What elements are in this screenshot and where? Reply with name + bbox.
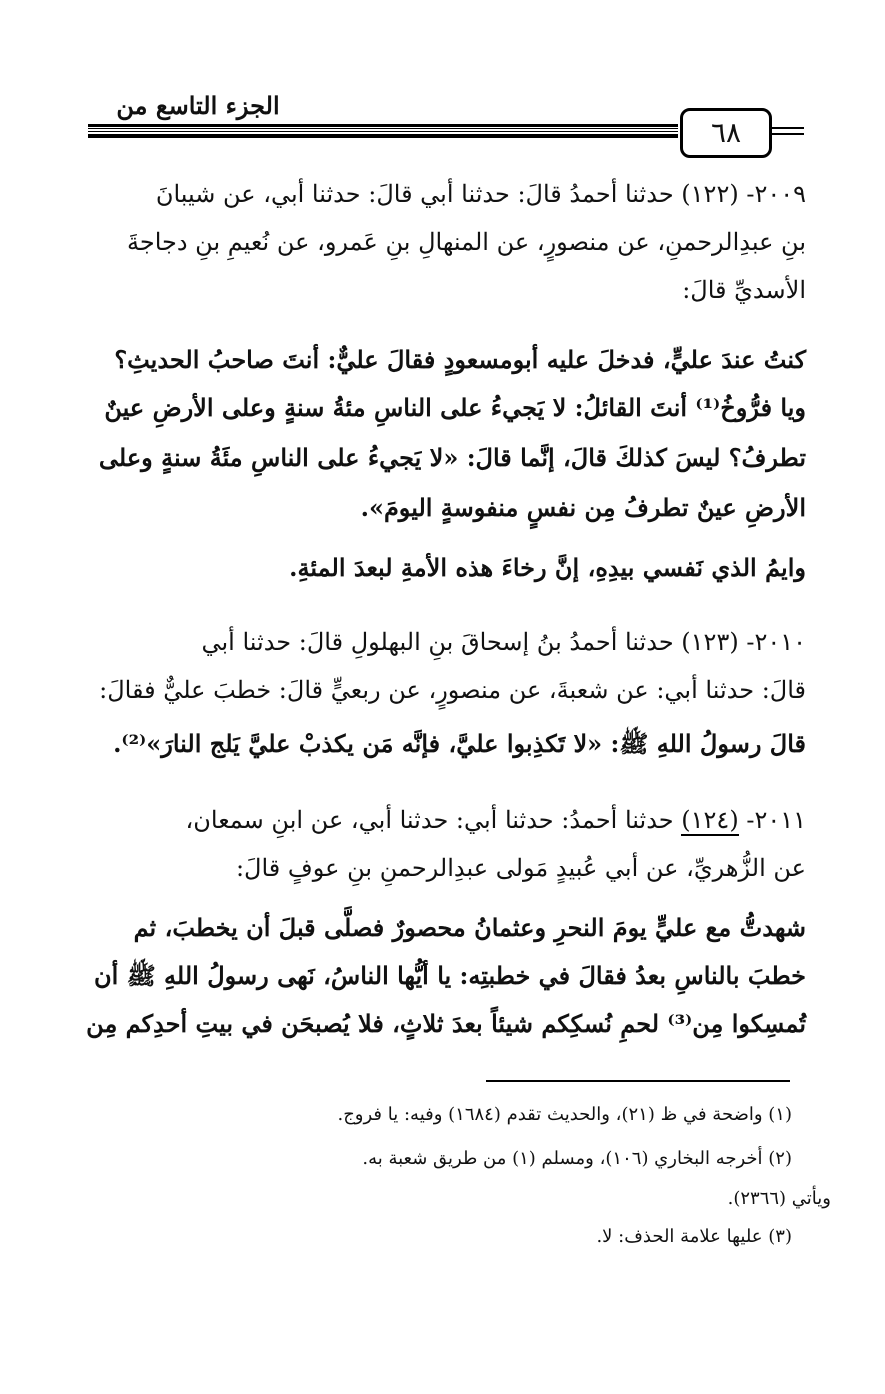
footnote-2: (٢) أخرجه البخاري (١٠٦)، ومسلم (١) من طريق شعبة به.: [362, 1148, 792, 1169]
hadith-number: ٢٠١١-: [738, 806, 806, 834]
running-header-title: الجزء التاسع من: [116, 91, 280, 120]
hadith-2010-matn: [86, 720, 806, 770]
text-line: كنتُ عندَ عليٍّ، فدخلَ عليه أبومسعودٍ فقالَ عليٌّ: أنتَ صاحبُ الحديثِ؟: [114, 345, 806, 374]
hadith-2011-isnad: [86, 796, 806, 896]
text-line: [86, 796, 806, 844]
hadith-2011-matn: [86, 904, 806, 1054]
text-line: الأسديِّ قالَ:: [682, 276, 806, 304]
text-line: خطبَ بالناسِ بعدُ فقالَ في خطبتِه: يا أيُّها الناسُ، نَهى رسولُ اللهِ ﷺ أن: [94, 961, 806, 990]
text-line: بنِ عبدِالرحمنِ، عن منصورٍ، عن المنهالِ بنِ عَمرو، عن نُعيمِ بنِ دجاجةَ: [127, 228, 806, 256]
header-rule: [88, 124, 678, 138]
text-line: قالَ رسولُ اللهِ ﷺ: «لا تَكذِبوا عليَّ، فإنَّه مَن يكذبْ عليَّ يَلج النارَ»⁽²⁾.: [113, 729, 806, 758]
isnad-text: حدثنا أحمدُ: حدثنا أبي: حدثنا أبي، عن ابنِ سمعان،: [185, 806, 682, 834]
text-line: الأرضِ عينٌ تطرفُ مِن نفسٍ منفوسةٍ اليومَ».: [360, 493, 806, 522]
footnote-separator: [486, 1080, 790, 1082]
footnote-3: (٣) عليها علامة الحذف: لا.: [596, 1226, 792, 1247]
text-line: ٢٠١٠- (١٢٣) حدثنا أحمدُ بنُ إسحاقَ بنِ البهلولِ قالَ: حدثنا أبي: [201, 628, 806, 656]
text-line: ويا فرُّوخُ⁽¹⁾ أنتَ القائلُ: لا يَجيءُ على الناسِ مئةُ سنةٍ وعلى الأرضِ عينٌ: [104, 393, 806, 422]
footnote-1: (١) واضحة في ظ (٢١)، والحديث تقدم (١٦٨٤) وفيه: يا فروج.: [337, 1104, 792, 1125]
text-line: قالَ: حدثنا أبي: عن شعبةَ، عن منصورٍ، عن ربعيٍّ قالَ: خطبَ عليٌّ فقالَ:: [99, 676, 806, 704]
page-number: ٦٨: [680, 108, 772, 158]
hadith-2009-matn: [86, 336, 806, 596]
hadith-2010-isnad: [86, 618, 806, 718]
text-line: تطرفُ؟ ليسَ كذلكَ قالَ، إنَّما قالَ: «لا يَجيءُ على الناسِ مئَةُ سنةٍ وعلى: [98, 443, 806, 472]
header-rule-end: [772, 127, 804, 135]
underlined-reference: (١٢٤): [681, 806, 739, 834]
footnote-2-continuation: ويأتي (٢٣٦٦).: [727, 1188, 831, 1209]
text-line: شهدتُّ مع عليٍّ يومَ النحرِ وعثمانُ محصورٌ فصلَّى قبلَ أن يخطبَ، ثم: [133, 913, 806, 942]
text-line: تُمسِكوا مِن⁽³⁾ لحمِ نُسكِكم شيئاً بعدَ ثلاثٍ، فلا يُصبحَن في بيتِ أحدِكم مِن: [86, 1009, 806, 1038]
text-line: ٢٠٠٩- (١٢٢) حدثنا أحمدُ قالَ: حدثنا أبي قالَ: حدثنا أبي، عن شيبانَ: [155, 180, 806, 208]
hadith-2009-isnad: [86, 170, 806, 320]
text-line: عن الزُّهريِّ، عن أبي عُبيدٍ مَولى عبدِالرحمنِ بنِ عوفٍ قالَ:: [235, 854, 806, 882]
text-line: وايمُ الذي نَفسي بيدِهِ، إنَّ رخاءَ هذه الأمةِ لبعدَ المئةِ.: [289, 553, 806, 582]
